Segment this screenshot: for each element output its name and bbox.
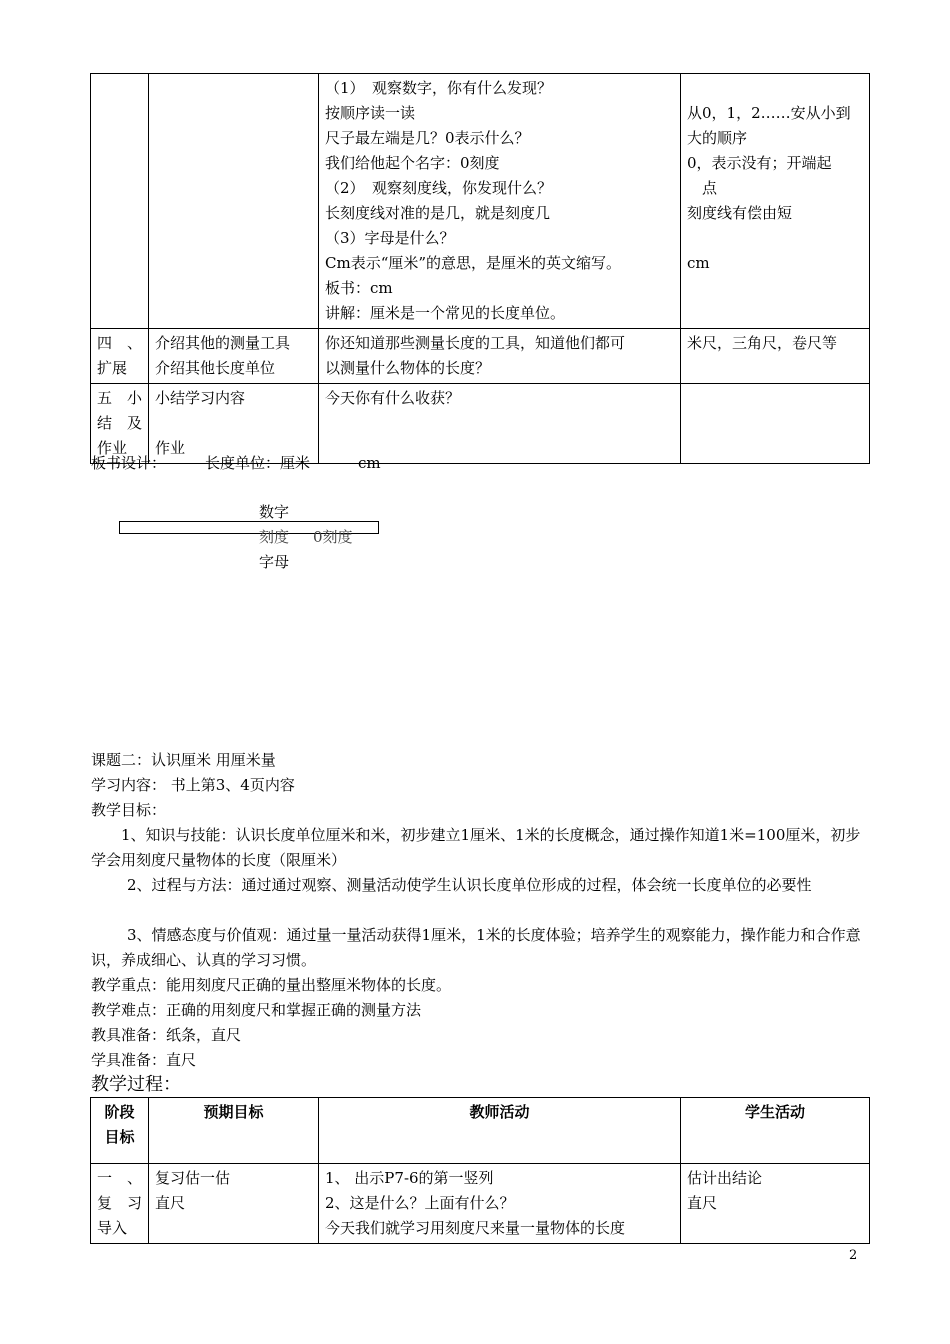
student-activity-cell: [681, 329, 870, 384]
teacher-line: （1） 观察数字，你有什么发现？: [325, 79, 553, 97]
board-unit: 长度单位：厘米: [205, 454, 311, 472]
student-line: 估计出结论: [687, 1169, 763, 1187]
student-line: 大的顺序: [687, 129, 748, 147]
teacher-line: 我们给他起个名字：0刻度: [325, 154, 500, 172]
stage-line: 五 小: [97, 389, 143, 407]
student-line: 从0，1，2……安从小到: [687, 104, 851, 122]
stage-line: 导入: [97, 1219, 128, 1237]
student-activity-cell: [681, 74, 870, 329]
header-teacher: 教师活动: [319, 1098, 681, 1164]
stage-line: 复 习: [97, 1194, 143, 1212]
student-tools: 学具准备：直尺: [91, 1051, 197, 1069]
goal-line: 直尺: [155, 1194, 186, 1212]
teacher-line: 讲解：厘米是一个常见的长度单位。: [325, 304, 566, 322]
teaching-difficulty: 教学难点：正确的用刻度尺和掌握正确的测量方法: [91, 1001, 422, 1019]
goals-title: 教学目标：: [91, 801, 167, 819]
header-stage-line: 目标: [104, 1128, 135, 1146]
goal-cell: [149, 1164, 319, 1244]
teacher-line: 以测量什么物体的长度？: [325, 359, 491, 377]
table-row: [91, 329, 870, 384]
ruler-label-digits: 数字: [259, 503, 290, 521]
goal-line: 介绍其他长度单位: [155, 359, 276, 377]
goal-knowledge: 1、知识与技能：认识长度单位厘米和米，初步建立1厘米、1米的长度概念，通过操作知道1米=100厘米，初步学会用刻度尺量物体的长度（限厘米）: [91, 826, 861, 869]
header-stage-line: 阶段: [104, 1103, 135, 1121]
stage-cell: [91, 74, 149, 329]
teacher-line: 板书：cm: [325, 279, 393, 297]
student-line: cm: [687, 254, 710, 272]
lesson-table-continued: [90, 73, 870, 464]
table-header-row: [91, 1098, 870, 1164]
table-row: [91, 74, 870, 329]
page-number: 2: [849, 1248, 858, 1263]
header-stage: [91, 1098, 149, 1164]
board-abbr: cm: [358, 454, 381, 472]
stage-line: 四 、: [97, 334, 143, 352]
student-line: 刻度线有偿由短: [687, 204, 793, 222]
teacher-line: （3）字母是什么？: [325, 229, 455, 247]
board-design-title: 板书设计：: [91, 454, 167, 472]
ruler-label-marks: 刻度: [259, 528, 290, 546]
goal-line: [155, 411, 312, 436]
teacher-activity-cell: [319, 329, 681, 384]
student-line: 点: [687, 179, 718, 197]
student-activity-cell: [681, 384, 870, 464]
teacher-activity-cell: [319, 74, 681, 329]
goal-process: 2、过程与方法：通过通过观察、测量活动使学生认识长度单位形成的过程，体会统一长度单位的必要性: [127, 876, 812, 894]
stage-line: 一 、: [97, 1169, 143, 1187]
stage-line: 作业: [97, 439, 128, 457]
teacher-activity-cell: [319, 1164, 681, 1244]
teacher-line: 1、 出示P7-6的第一竖列: [325, 1169, 494, 1187]
header-student: 学生活动: [681, 1098, 870, 1164]
student-line: [687, 76, 863, 101]
header-goal: 预期目标: [149, 1098, 319, 1164]
teacher-line: 今天你有什么收获？: [325, 389, 461, 407]
goal-attitude: 3、情感态度与价值观：通过量一量活动获得1厘米，1米的长度体验；培养学生的观察能力，操作能力和合作意识，养成细心、认真的学习习惯。: [91, 926, 861, 969]
stage-line: 结 及: [97, 414, 143, 432]
teaching-key: 教学重点：能用刻度尺正确的量出整厘米物体的长度。: [91, 976, 452, 994]
teacher-tools: 教具准备：纸条，直尺: [91, 1026, 242, 1044]
teacher-line: （2） 观察刻度线，你发现什么？: [325, 179, 553, 197]
student-line: 米尺，三角尺，卷尺等: [687, 334, 838, 352]
ruler-label-zero: 0刻度: [313, 528, 353, 546]
teacher-line: 尺子最左端是几？0表示什么？: [325, 129, 530, 147]
teacher-line: 2、这是什么？上面有什么？: [325, 1194, 515, 1212]
stage-cell: [91, 1164, 149, 1244]
stage-line: 扩展: [97, 359, 128, 377]
student-line: 直尺: [687, 1194, 718, 1212]
student-activity-cell: [681, 1164, 870, 1244]
goal-line: 复习估一估: [155, 1169, 231, 1187]
lesson-topic: 课题二：认识厘米 用厘米量: [91, 751, 276, 769]
process-title: 教学过程：: [91, 1074, 181, 1095]
stage-cell: [91, 329, 149, 384]
student-line: [687, 226, 863, 251]
teacher-line: 你还知道那些测量长度的工具，知道他们都可: [325, 334, 626, 352]
teacher-line: 今天我们就学习用刻度尺来量一量物体的长度: [325, 1219, 626, 1237]
teacher-line: 按顺序读一读: [325, 104, 416, 122]
process-table: [90, 1097, 870, 1244]
goal-line: 小结学习内容: [155, 389, 246, 407]
ruler-label-letters: 字母: [259, 553, 290, 571]
student-line: 0，表示没有；开端起: [687, 154, 832, 172]
table-row: [91, 1164, 870, 1244]
goal-line: 介绍其他的测量工具: [155, 334, 291, 352]
teacher-line: Cm表示“厘米”的意思，是厘米的英文缩写。: [325, 254, 622, 272]
lesson-content: 学习内容： 书上第3、4页内容: [91, 776, 295, 794]
teacher-line: 长刻度线对准的是几，就是刻度几: [325, 204, 551, 222]
goal-cell: [149, 74, 319, 329]
goal-line: 作业: [155, 439, 186, 457]
goal-cell: [149, 329, 319, 384]
